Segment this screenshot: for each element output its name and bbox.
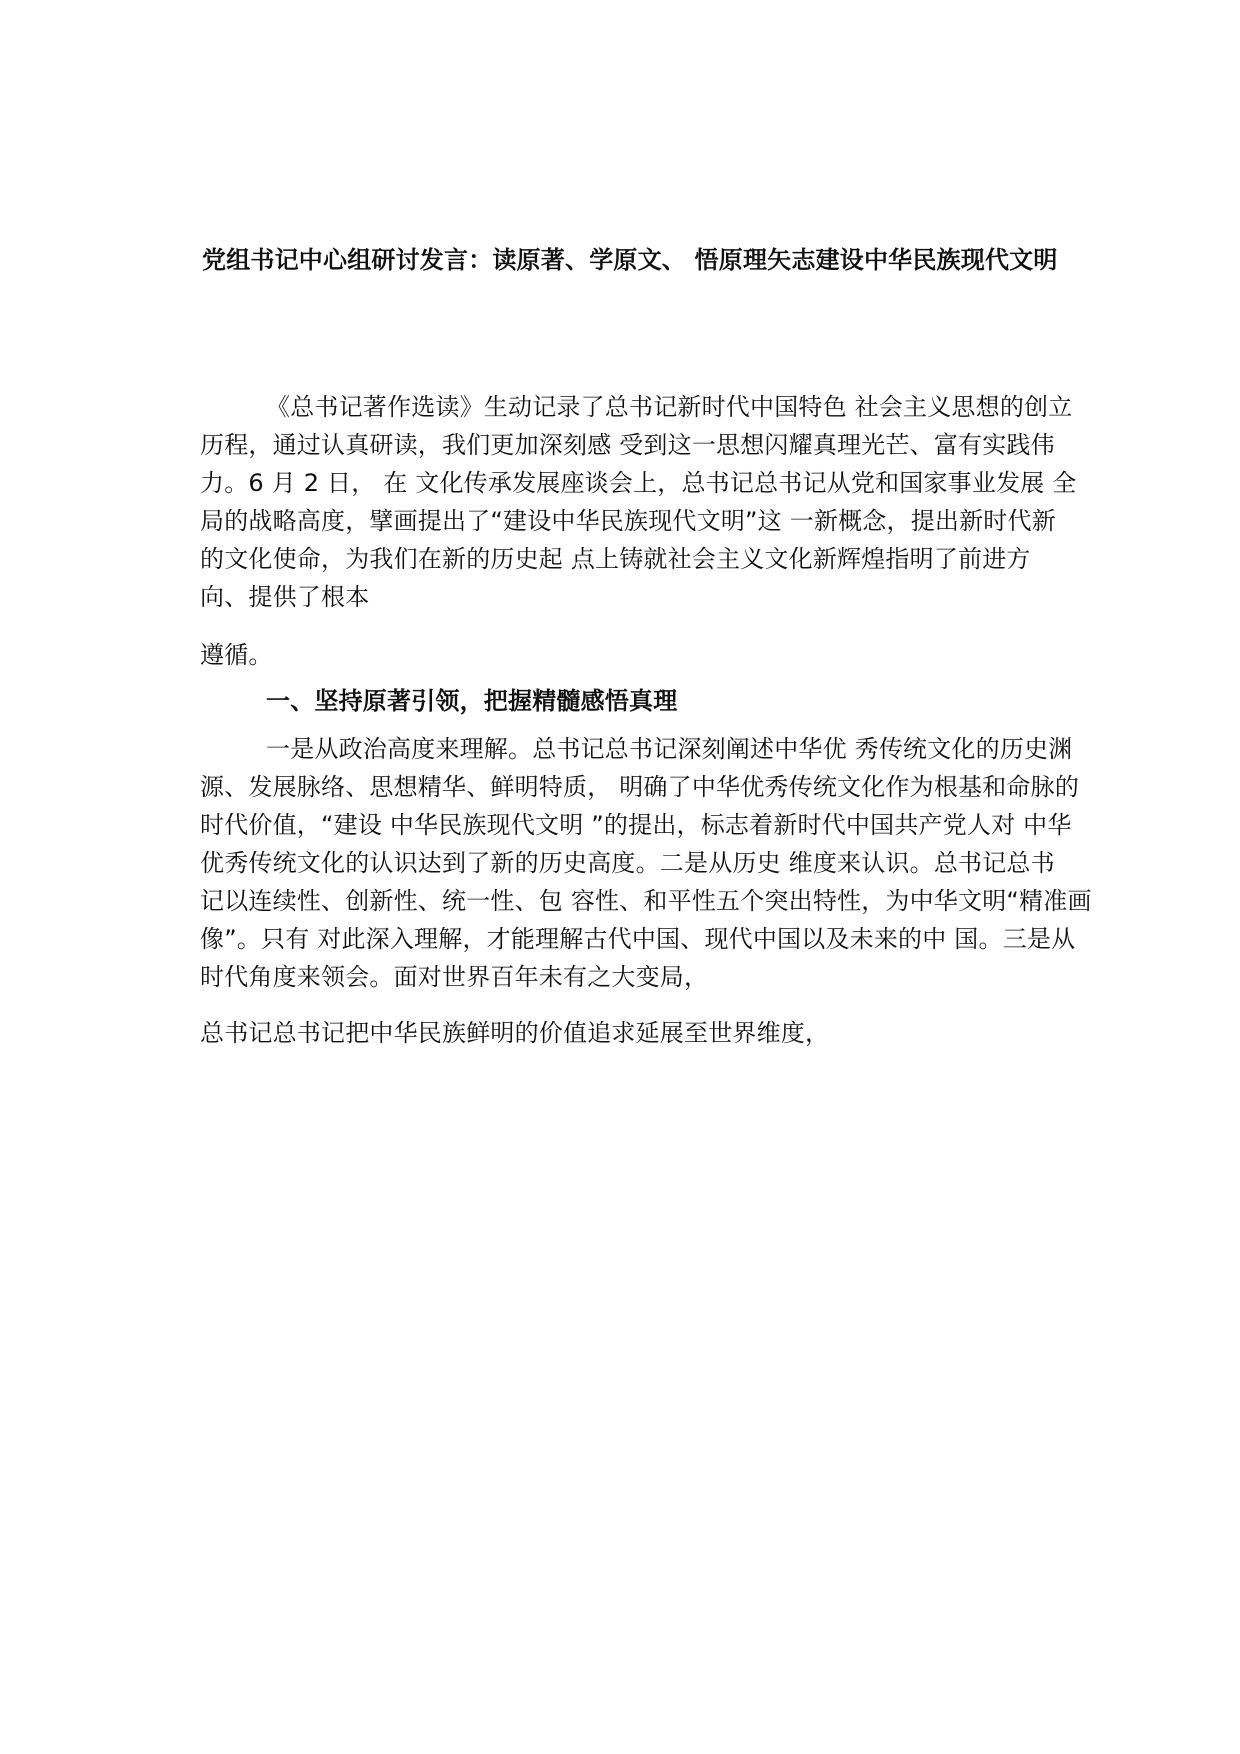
paragraph-line: 时代价值，“建设 中华民族现代文明 ”的提出，标志着新时代中国共产党人对 中华 <box>200 811 1072 839</box>
paragraph-line: 力。6 月 2 日， 在 文化传承发展座谈会上，总书记总书记从党和国家事业发展 全 <box>200 469 1077 497</box>
paragraph-intro <box>200 388 1078 616</box>
paragraph-line: 向、提供了根本 <box>200 583 370 611</box>
paragraph-line: 记以连续性、创新性、统一性、包 容性、和平性五个突出特性，为中华文明“精准画 <box>200 887 1092 915</box>
paragraph-intro-tail: 遵循。 <box>200 641 273 669</box>
paragraph-line: 时代角度来领会。面对世界百年未有之大变局， <box>200 963 709 991</box>
paragraph-continuation: 总书记总书记把中华民族鲜明的价值追求延展至世界维度， <box>200 1019 830 1047</box>
paragraph-line: 优秀传统文化的认识达到了新的历史高度。二是从历史 维度来认识。总书记总书 <box>200 849 1055 877</box>
document-title: 党组书记中心组研讨发言：读原著、学原文、 悟原理矢志建设中华民族现代文明 <box>202 246 1058 274</box>
paragraph-line: 一是从政治高度来理解。总书记总书记深刻阐述中华优 秀传统文化的历史渊 <box>266 735 1073 763</box>
paragraph-line: 像”。只有 对此深入理解，才能理解古代中国、现代中国以及未来的中 国。三是从 <box>200 925 1076 953</box>
paragraph-line: 源、发展脉络、思想精华、鲜明特质， 明确了中华优秀传统文化作为根基和命脉的 <box>200 773 1080 801</box>
section-heading: 一、坚持原著引领，把握精髓感悟真理 <box>266 687 678 715</box>
paragraph-line: 的文化使命，为我们在新的历史起 点上铸就社会主义文化新辉煌指明了前进方 <box>200 545 1031 573</box>
paragraph-section1 <box>200 730 1092 996</box>
paragraph-line: 《总书记著作选读》生动记录了总书记新时代中国特色 社会主义思想的创立 <box>266 393 1073 421</box>
paragraph-line: 历程，通过认真研读，我们更加深刻感 受到这一思想闪耀真理光芒、富有实践伟 <box>200 431 1055 459</box>
paragraph-line: 局的战略高度，擘画提出了“建设中华民族现代文明”这 一新概念，提出新时代新 <box>200 507 1056 535</box>
